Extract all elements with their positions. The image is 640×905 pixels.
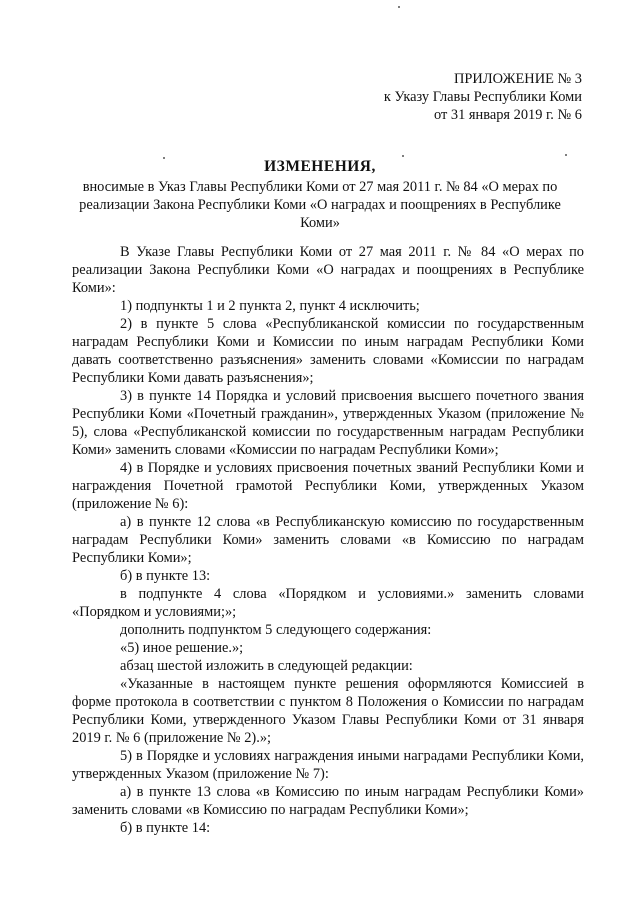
paragraph: дополнить подпунктом 5 следующего содержания:: [120, 622, 432, 638]
document-subtitle: вносимые в Указ Главы Республики Коми от 27 мая 2011 г. № 84 «О мерах по реализации Закона Республики Коми «О наградах и поощрениях в Республике Коми»: [79, 179, 561, 231]
paragraph: абзац шестой изложить в следующей редакции:: [120, 658, 413, 674]
scan-speck: [398, 6, 400, 8]
paragraph: б) в пункте 13:: [120, 568, 211, 584]
attachment-decree: к Указу Главы Республики Коми: [383, 89, 582, 105]
attachment-reference: [384, 70, 582, 124]
paragraph: 5) в Порядке и условиях награждения иными наградами Республики Коми, утвержденных Указом (приложение № 7):: [72, 748, 584, 782]
paragraph: 1) подпункты 1 и 2 пункта 2, пункт 4 исключить;: [120, 298, 420, 314]
paragraph: а) в пункте 13 слова «в Комиссию по иным наградам Республики Коми» заменить словами «в Комиссию по наградам Республики Коми»;: [72, 784, 584, 818]
paragraph: «Указанные в настоящем пункте решения оформляются Комиссией в форме протокола в соответствии с пунктом 8 Положения о Комиссии по наградам Республики Коми, утвержденного Указом Главы Республики Коми от 31 января 2019 г. № 6 (приложение № 2).»;: [72, 676, 584, 746]
paragraph: в подпункте 4 слова «Порядком и условиями.» заменить словами «Порядком и условиями;»;: [72, 586, 584, 620]
document-title: ИЗМЕНЕНИЯ,: [264, 158, 376, 175]
document-heading: [60, 158, 580, 232]
scan-speck: [402, 155, 404, 157]
paragraph: б) в пункте 14:: [120, 820, 211, 836]
paragraph: 4) в Порядке и условиях присвоения почетных званий Республики Коми и награждения Почетной грамотой Республики Коми, утвержденных Указом (приложение № 6):: [72, 460, 584, 512]
paragraph: «5) иное решение.»;: [120, 640, 244, 656]
attachment-number: ПРИЛОЖЕНИЕ № 3: [454, 71, 582, 87]
paragraph: В Указе Главы Республики Коми от 27 мая 2011 г. № 84 «О мерах по реализации Закона Республики Коми «О наградах и поощрениях в Республике Коми»:: [72, 244, 584, 296]
paragraph: 3) в пункте 14 Порядка и условий присвоения высшего почетного звания Республики Коми «Почетный гражданин», утвержденных Указом (приложение № 5), слова «Республиканской комиссии по государственным наградам Республики Коми» заменить словами «Комиссии по наградам Республики Коми»;: [72, 388, 584, 458]
document-body: [72, 243, 584, 837]
paragraph: а) в пункте 12 слова «в Республиканскую комиссию по государственным наградам Республики Коми» заменить словами «в Комиссию по наградам Республики Коми»;: [72, 514, 584, 566]
paragraph: 2) в пункте 5 слова «Республиканской комиссии по государственным наградам Республики Коми и Комиссии по иным наградам Республики Коми давать соответственно разъяснения» заменить словами «Комиссии по наградам Республики Коми давать разъяснения»;: [72, 316, 584, 386]
attachment-date: от 31 января 2019 г. № 6: [434, 107, 582, 123]
scan-speck: [565, 154, 567, 156]
